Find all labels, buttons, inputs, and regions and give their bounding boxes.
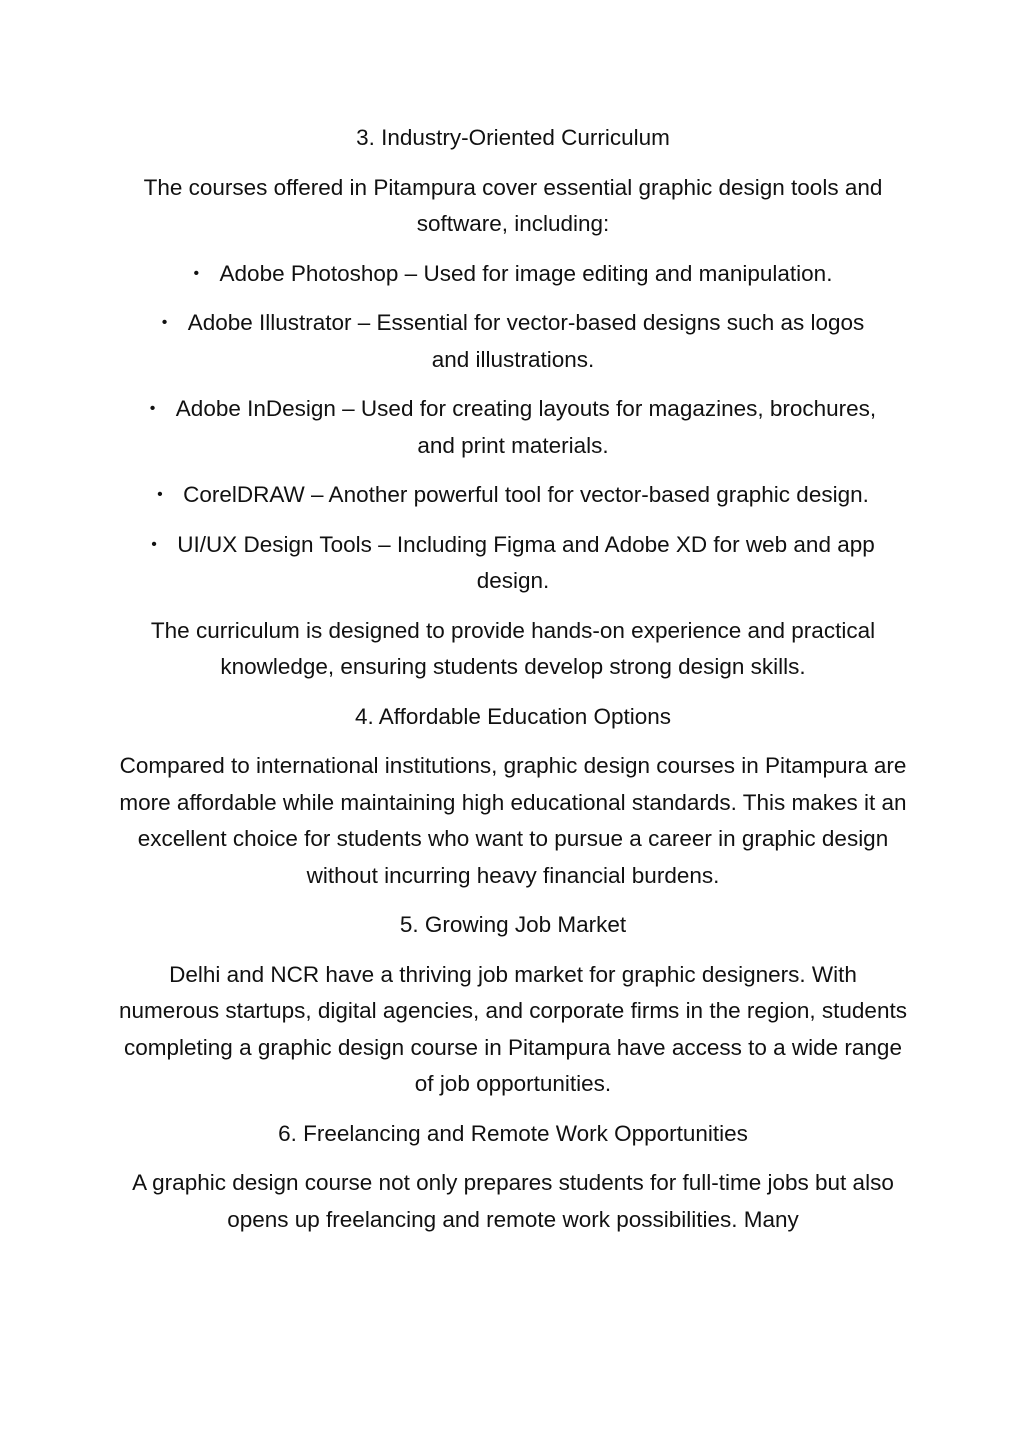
- section-heading-affordable: 4. Affordable Education Options: [354, 703, 672, 729]
- curriculum-closing: The curriculum is designed to provide hands-on experience and practical knowledge, ensuring students develop strong design skills.: [150, 617, 876, 679]
- list-item: [118, 305, 908, 378]
- bullet-icon: •: [157, 486, 163, 503]
- list-item: [118, 527, 908, 600]
- job-market-body: Delhi and NCR have a thriving job market for graphic designers. With numerous startups, digital agencies, and corporate firms in the region, students completing a graphic design course in Pitampura have access to a wide range of job opportunities.: [119, 961, 907, 1096]
- list-item: [118, 391, 908, 464]
- list-item-text: Adobe Illustrator – Essential for vector-based designs such as logos and illustrations.: [187, 310, 865, 372]
- section-heading-curriculum: 3. Industry-Oriented Curriculum: [356, 125, 670, 150]
- affordable-body: Compared to international institutions, graphic design courses in Pitampura are more affordable while maintaining high educational standards. This makes it an excellent choice for students who want to pursue a career in graphic design without incurring heavy financial burdens.: [119, 753, 907, 888]
- document-page: [118, 120, 908, 1251]
- bullet-icon: •: [161, 314, 168, 331]
- tools-list: [118, 256, 908, 600]
- list-item-text: CorelDRAW – Another powerful tool for vector-based graphic design.: [183, 482, 869, 507]
- list-item-text: UI/UX Design Tools – Including Figma and Adobe XD for web and app design.: [177, 531, 875, 593]
- bullet-icon: •: [193, 264, 200, 282]
- list-item-text: Adobe Photoshop – Used for image editing and manipulation.: [219, 260, 833, 286]
- bullet-icon: •: [149, 400, 156, 417]
- freelancing-body: A graphic design course not only prepares students for full-time jobs but also opens up freelancing and remote work possibilities. Many: [132, 1170, 894, 1232]
- curriculum-intro: The courses offered in Pitampura cover essential graphic design tools and software, including:: [143, 174, 883, 236]
- list-item: [118, 477, 908, 514]
- list-item: [118, 256, 908, 293]
- bullet-icon: •: [151, 535, 157, 553]
- section-heading-freelancing: 6. Freelancing and Remote Work Opportunities: [278, 1120, 748, 1146]
- section-heading-job-market: 5. Growing Job Market: [399, 912, 627, 937]
- list-item-text: Adobe InDesign – Used for creating layouts for magazines, brochures, and print materials.: [175, 396, 877, 458]
